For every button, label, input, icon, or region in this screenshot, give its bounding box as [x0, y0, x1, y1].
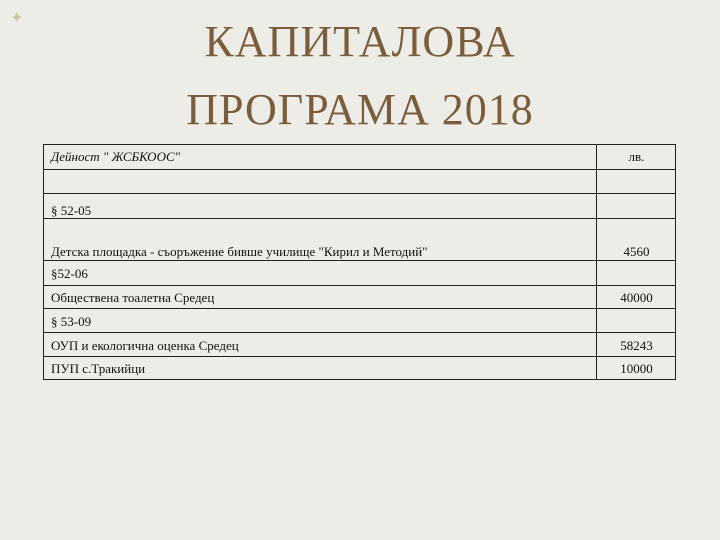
- item-value: 40000: [620, 290, 653, 305]
- row-divider: [44, 285, 675, 286]
- row-divider: [44, 218, 675, 219]
- slide-title-line-1: КАПИТАЛОВА: [204, 17, 516, 66]
- item-value: 4560: [623, 244, 650, 259]
- row-divider: [44, 193, 675, 194]
- row-divider: [44, 356, 675, 357]
- item-label: Обществена тоалетна Средец: [51, 290, 215, 305]
- row-divider: [44, 332, 675, 333]
- row-divider: [44, 308, 675, 309]
- item-value: 58243: [620, 338, 653, 353]
- item-value: 10000: [620, 361, 653, 376]
- section-code-label: § 53-09: [51, 314, 92, 329]
- slide-title-line-2: ПРОГРАМА 2018: [186, 85, 534, 134]
- item-label: Детска площадка - съоръжение бивше училище "Кирил и Методий": [51, 244, 428, 259]
- header-unit-label: лв.: [628, 149, 645, 164]
- row-divider: [44, 169, 675, 170]
- section-code-label: § 52-05: [51, 203, 92, 218]
- four-point-star-icon: ✦: [10, 8, 24, 27]
- header-activity-label: Дейност " ЖСБКООС": [51, 149, 181, 164]
- capital-program-table: [43, 144, 676, 380]
- row-divider: [44, 260, 675, 261]
- section-code-label: §52-06: [51, 266, 88, 281]
- item-label: ПУП с.Тракийци: [51, 361, 146, 376]
- item-label: ОУП и екологична оценка Средец: [51, 338, 239, 353]
